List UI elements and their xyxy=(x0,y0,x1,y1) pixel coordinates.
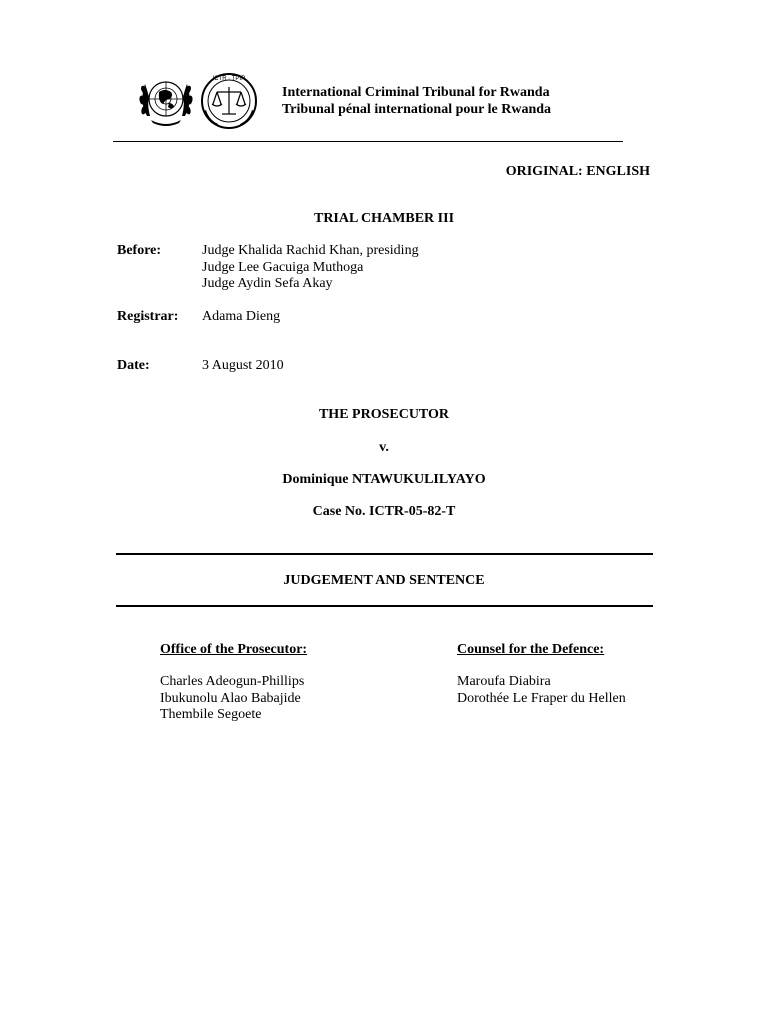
case-number: Case No. ICTR-05-82-T xyxy=(312,504,456,519)
original-language: ORIGINAL: ENGLISH xyxy=(505,164,650,179)
defence-heading: Counsel for the Defence: xyxy=(457,642,605,657)
defence-member: Maroufa Diabira xyxy=(457,674,551,689)
judge-item: Judge Aydin Sefa Akay xyxy=(202,276,333,291)
prosecution-list xyxy=(160,674,304,724)
date-label: Date: xyxy=(117,358,150,373)
judges-list xyxy=(202,243,419,293)
header-divider xyxy=(113,141,623,142)
un-emblem-logo xyxy=(135,70,197,130)
ictr-seal-text: ICTR · TPIR xyxy=(212,76,246,82)
prosecution-heading: Office of the Prosecutor: xyxy=(160,642,308,657)
before-label: Before: xyxy=(117,243,162,258)
tribunal-header xyxy=(282,84,551,118)
prosecutor-title: THE PROSECUTOR xyxy=(318,407,450,422)
registrar-name: Adama Dieng xyxy=(202,309,281,324)
judge-presiding: Judge Khalida Rachid Khan, presiding xyxy=(202,243,419,258)
date-value: 3 August 2010 xyxy=(202,358,284,373)
accused-name: Dominique NTAWUKULILYAYO xyxy=(282,472,486,487)
registrar-label: Registrar: xyxy=(117,309,179,324)
tribunal-name-english: International Criminal Tribunal for Rwanda xyxy=(282,85,550,100)
judge-item: Judge Lee Gacuiga Muthoga xyxy=(202,259,364,275)
prosecution-member: Charles Adeogun-Phillips xyxy=(160,674,305,689)
prosecution-member: Thembile Segoete xyxy=(160,707,262,722)
document-title: JUDGEMENT AND SENTENCE xyxy=(283,573,485,588)
defence-list xyxy=(457,674,626,707)
versus: v. xyxy=(379,440,389,455)
title-rule-bottom xyxy=(116,605,653,607)
defence-member: Dorothée Le Fraper du Hellen xyxy=(457,690,626,706)
tribunal-name-french: Tribunal pénal international pour le Rwanda xyxy=(282,102,552,117)
prosecution-member: Ibukunolu Alao Babajide xyxy=(160,690,301,706)
trial-chamber: TRIAL CHAMBER III xyxy=(313,211,455,226)
title-rule-top xyxy=(116,553,653,555)
ictr-seal-logo xyxy=(198,70,260,130)
